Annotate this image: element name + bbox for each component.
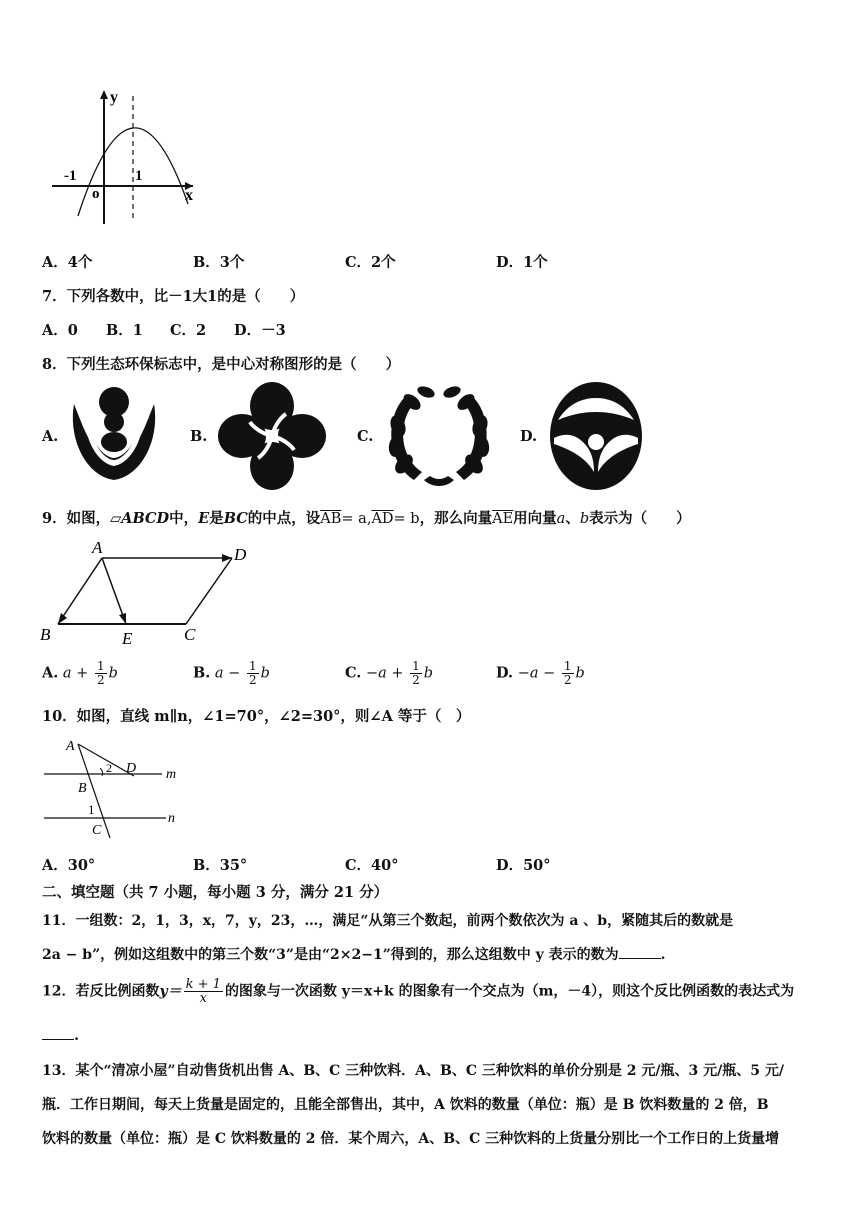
q7-option-d: D．－3 (234, 322, 286, 339)
q12-post: 的图象与一次函数 y＝x+k 的图象有一个交点为（m，－4），则这个反比例函数的表达式为 (224, 983, 795, 1000)
q9-figure-label-e: E (122, 629, 133, 648)
q9-figure-label-a: A (92, 538, 103, 557)
q9-figure-label-d: D (234, 545, 247, 564)
q9-option-c-label: C. (345, 664, 362, 682)
q9-option-c (345, 660, 433, 687)
q10-label-n: n (168, 811, 175, 826)
q7-option-a: A．0 (42, 322, 78, 339)
q9-option-a-num: 1 (96, 659, 105, 673)
q6-option-b: B．3个 (193, 254, 245, 271)
eco-logo-a-icon (66, 384, 162, 484)
q9-option-a-den: 2 (96, 673, 105, 687)
q9-eq-a: = a, (341, 511, 372, 527)
q12-frac-num: k + 1 (185, 977, 221, 992)
q8-option-d: D. (520, 428, 538, 445)
q6-y-label: y (110, 89, 118, 106)
eco-logo-c-icon (384, 380, 494, 492)
q9-bc-label: BC (223, 510, 248, 527)
q10-option-d: D．50° (496, 857, 551, 874)
q9-figure-label-c: C (184, 625, 196, 644)
q9-option-d-num: 1 (563, 659, 572, 673)
q10-parallel-lines-figure (40, 732, 190, 842)
q10-option-b: B．35° (193, 857, 248, 874)
q6-origin-label: o (92, 186, 100, 202)
q10-question: 10．如图，直线 m∥n，∠1=70°，∠2=30°，则∠A 等于（ ） (42, 708, 471, 725)
q9-option-a-pre: a + (62, 665, 89, 682)
eco-logo-d-icon (548, 380, 644, 492)
q12-func: y＝ (159, 983, 182, 1000)
q10-label-b: B (78, 781, 87, 796)
q9-e-label: E (198, 510, 210, 527)
q10-option-c: C．40° (345, 857, 399, 874)
q9-option-b-num: 1 (248, 659, 257, 673)
q8-question: 8．下列生态环保标志中，是中心对称图形的是（ ） (42, 356, 401, 373)
q9-figure-label-b: B (40, 625, 51, 644)
q12-line2 (42, 1027, 79, 1044)
q9-vector-a: a (556, 511, 566, 527)
q9-option-d-post: b (575, 665, 585, 682)
q9-text-mid3: 的中点，设 (247, 510, 321, 527)
q11-line2-text: 2a − b”，例如这组数中的第三个数“3”是由“2×2−1”得到的，那么这组数中 y 表示的数为 (42, 947, 619, 963)
q13-line1: 13．某个“清凉小屋”自动售货机出售 A、B、C 三种饮料．A、B、C 三种饮料的单价分别是 2 元/瓶、3 元/瓶、5 元/ (42, 1063, 784, 1079)
q10-label-two: 2 (106, 761, 112, 775)
q13-line3: 饮料的数量（单位：瓶）是 C 饮料数量的 2 倍．某个周六，A、B、C 三种饮料的上货量分别比一个工作日的上货量增 (42, 1131, 780, 1147)
q11-line2 (42, 944, 666, 964)
q6-parabola-graph (48, 86, 198, 226)
q6-option-a: A．4个 (42, 254, 93, 271)
q9-option-c-post: b (423, 665, 434, 682)
q9-option-d-den: 2 (563, 673, 572, 687)
q6-neg-one-label: -1 (64, 168, 77, 184)
q9-parallelogram-figure (36, 538, 266, 648)
q6-option-c: C．2个 (345, 254, 396, 271)
q7-option-b: B．1 (106, 322, 143, 339)
q9-option-d-pre: −a − (517, 665, 556, 682)
q9-vec-ab: $\overline{AB}$ (320, 511, 342, 527)
q9-option-b-pre: a − (214, 665, 241, 682)
eco-logo-b-icon (216, 380, 328, 492)
q12-end: . (74, 1027, 80, 1044)
q9-option-b (193, 660, 270, 687)
q9-option-c-den: 2 (412, 673, 420, 687)
q10-label-d: D (126, 761, 137, 776)
q10-option-a: A．30° (42, 857, 96, 874)
q9-vector-b: b (579, 511, 590, 527)
q9-option-d-label: D. (496, 664, 514, 682)
q6-option-d: D．1个 (496, 254, 548, 271)
q7-question: 7．下列各数中，比－1大1的是（ ） (42, 288, 305, 305)
q10-label-m: m (166, 767, 177, 782)
q9-vec-ae: $\overline{AE}$ (492, 511, 514, 527)
q12-pre: 12．若反比例函数 (42, 983, 160, 1000)
q10-label-c: C (92, 823, 102, 838)
q11-line1: 11．一组数：2，1，3，x，7，y，23，…，满足“从第三个数起，前两个数依次为 a 、b，紧随其后的数就是 (42, 913, 734, 929)
q9-text-start: 9．如图， (42, 510, 111, 527)
q9-option-b-label: B. (193, 664, 211, 682)
q9-parallelogram: ▱ABCD (110, 510, 170, 527)
q9-vec-ad: $\overline{AD}$ (371, 511, 394, 527)
q12-line1 (42, 978, 794, 1005)
q9-text-mid2: 是 (209, 510, 224, 527)
q9-option-a (42, 660, 118, 687)
q9-option-c-num: 1 (412, 659, 420, 673)
q9-option-a-post: b (108, 665, 118, 682)
q8-option-b: B. (190, 428, 208, 445)
q9-option-b-post: b (260, 665, 270, 682)
q7-option-c: C．2 (170, 322, 207, 339)
q9-option-d (496, 660, 585, 687)
q12-frac-den: x (199, 991, 207, 1006)
q10-label-one: 1 (88, 802, 95, 817)
q9-text-mid4: ，那么向量 (419, 510, 493, 527)
q9-text-mid5: 用向量 (513, 510, 557, 527)
q9-option-c-pre: −a + (365, 665, 404, 682)
q8-option-c: C. (357, 428, 374, 445)
q11-answer-blank (619, 946, 661, 959)
q6-x-label: x (185, 187, 193, 204)
q9-eq-b: = b (393, 511, 420, 527)
q9-sep: 、 (565, 510, 580, 527)
q12-answer-blank (42, 1027, 74, 1040)
q9-option-b-den: 2 (248, 673, 257, 687)
q8-option-a: A. (42, 428, 59, 445)
q11-line2-end: . (660, 947, 666, 963)
q9-option-a-label: A. (42, 664, 59, 682)
q9-text-mid1: 中， (169, 510, 199, 527)
q10-label-a: A (66, 739, 75, 754)
q9-text-end: 表示为（ ） (589, 510, 691, 527)
section-heading: 二、填空题（共 7 小题，每小题 3 分，满分 21 分） (42, 884, 389, 901)
q9-question (42, 507, 691, 528)
q6-one-label: 1 (135, 168, 143, 184)
q13-line2: 瓶．工作日期间，每天上货量是固定的，且能全部售出，其中，A 饮料的数量（单位：瓶）是 B 饮料数量的 2 倍，B (42, 1097, 769, 1113)
